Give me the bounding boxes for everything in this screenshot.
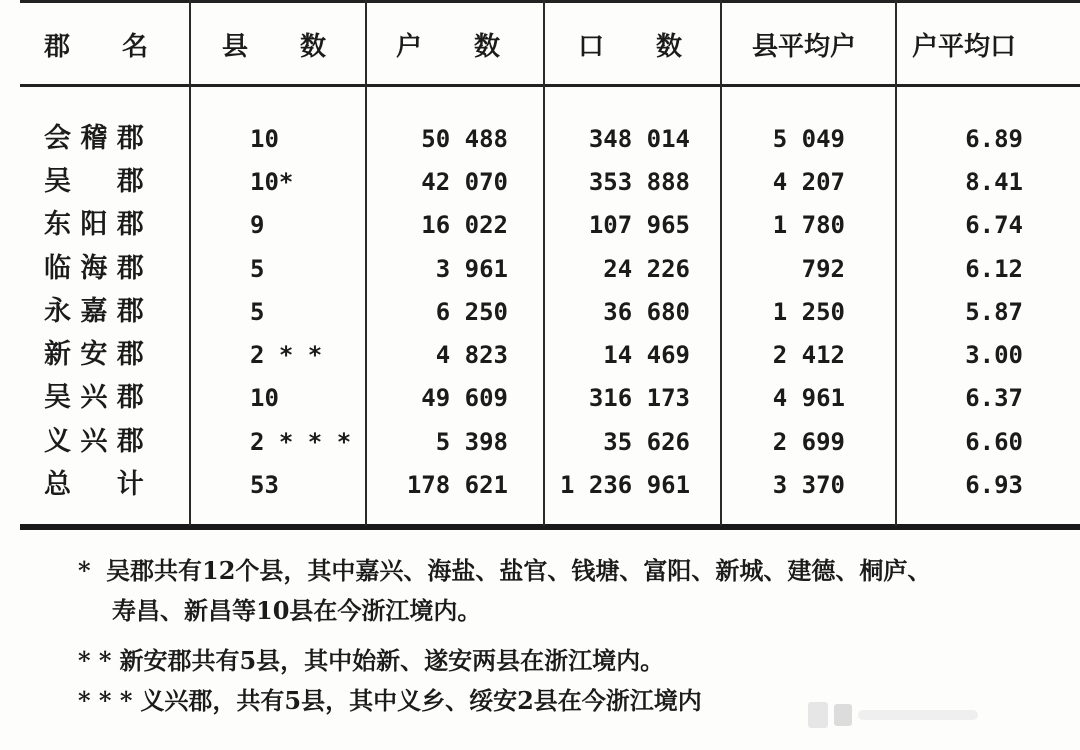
footnote-line: [78, 556, 931, 586]
table-cell-avg-households: 3 370: [772, 471, 845, 499]
table-cell-households: 50 488: [421, 125, 508, 153]
table-cell-population: 107 965: [588, 211, 690, 239]
table-cell-counties: 5: [250, 255, 265, 283]
table-cell-population: 24 226: [603, 255, 690, 283]
footnote-text: 新安郡共有5县，其中始新、遂安两县在浙江境内。: [119, 646, 665, 675]
table-cell-avg-persons: 6.12: [965, 255, 1023, 283]
table-cell-population: 353 888: [588, 168, 690, 196]
table-cell-households: 5 398: [435, 428, 508, 456]
table-cell-avg-persons: 6.89: [965, 125, 1023, 153]
table-header-rule: [20, 84, 1080, 87]
column-divider: [365, 0, 367, 526]
table-cell-households: 42 070: [421, 168, 508, 196]
table-top-rule: [20, 0, 1080, 3]
table-cell-avg-households: 1 250: [772, 298, 845, 326]
table-bottom-rule: [20, 524, 1080, 530]
table-cell-avg-households: 4 961: [772, 384, 845, 412]
footnote-mark: * *: [78, 646, 112, 675]
table-cell-counties: 5: [250, 298, 265, 326]
table-cell-avg-households: 2 699: [772, 428, 845, 456]
footnote-mark: *: [78, 556, 91, 585]
footnote-line: [78, 646, 664, 676]
table-cell-name: 永 嘉 郡: [44, 296, 144, 327]
table-cell-avg-households: 792: [801, 255, 845, 283]
table-cell-population: 35 626: [603, 428, 690, 456]
table-cell-counties: 53: [250, 471, 279, 499]
table-cell-counties: 2 * *: [250, 341, 323, 369]
table-cell-households: 49 609: [421, 384, 508, 412]
footnote-line: [78, 686, 702, 716]
column-header: 户平均口: [912, 32, 1017, 62]
footnote-text: 义兴郡，共有5县，其中义乡、绥安2县在今浙江境内: [140, 686, 702, 715]
table-cell-households: 4 823: [435, 341, 508, 369]
table-cell-avg-households: 1 780: [772, 211, 845, 239]
table-cell-households: 6 250: [435, 298, 508, 326]
table-cell-counties: 10: [250, 125, 279, 153]
column-header: 口 数: [578, 32, 683, 62]
footnote-mark: * * *: [78, 686, 133, 715]
table-cell-households: 178 621: [406, 471, 508, 499]
table-cell-counties: 9: [250, 211, 265, 239]
footnote-text: 寿昌、新昌等10县在今浙江境内。: [112, 596, 482, 625]
table-cell-avg-persons: 6.93: [965, 471, 1023, 499]
table-cell-avg-persons: 8.41: [965, 168, 1023, 196]
table-cell-name: 东 阳 郡: [44, 209, 144, 240]
table-cell-counties: 10*: [250, 168, 294, 196]
table-cell-avg-persons: 6.60: [965, 428, 1023, 456]
table-cell-counties: 10: [250, 384, 279, 412]
table-cell-households: 3 961: [435, 255, 508, 283]
table-cell-name: 吴 兴 郡: [44, 382, 144, 413]
column-divider: [720, 0, 722, 526]
table-cell-counties: 2 * * *: [250, 428, 352, 456]
table-cell-households: 16 022: [421, 211, 508, 239]
table-cell-population: 14 469: [603, 341, 690, 369]
table-cell-avg-persons: 6.74: [965, 211, 1023, 239]
table-cell-name: 临 海 郡: [44, 253, 144, 284]
footnote-line: [112, 596, 481, 626]
column-header: 户 数: [396, 32, 501, 62]
table-cell-avg-households: 5 049: [772, 125, 845, 153]
table-cell-population: 1 236 961: [560, 471, 691, 499]
column-header: 县 数: [222, 32, 327, 62]
watermark-logo-icon: [808, 700, 1063, 730]
table-cell-name: 新 安 郡: [44, 339, 144, 370]
table-cell-population: 316 173: [588, 384, 690, 412]
column-header: 县平均户: [752, 32, 857, 62]
column-divider: [895, 0, 897, 526]
column-divider: [543, 0, 545, 526]
table-cell-avg-households: 2 412: [772, 341, 845, 369]
footnote-text: 吴郡共有12个县，其中嘉兴、海盐、盐官、钱塘、富阳、新城、建德、桐庐、: [106, 556, 932, 585]
column-divider: [189, 0, 191, 526]
table-cell-avg-persons: 5.87: [965, 298, 1023, 326]
table-cell-avg-households: 4 207: [772, 168, 845, 196]
column-header: 郡 名: [44, 32, 149, 62]
table-cell-name: 吴 郡: [44, 166, 144, 197]
table-cell-population: 348 014: [588, 125, 690, 153]
table-cell-population: 36 680: [603, 298, 690, 326]
table-cell-name: 总 计: [44, 469, 144, 500]
table-cell-avg-persons: 6.37: [965, 384, 1023, 412]
table-cell-name: 义 兴 郡: [44, 426, 144, 457]
table-cell-name: 会 稽 郡: [44, 123, 144, 154]
table-cell-avg-persons: 3.00: [965, 341, 1023, 369]
